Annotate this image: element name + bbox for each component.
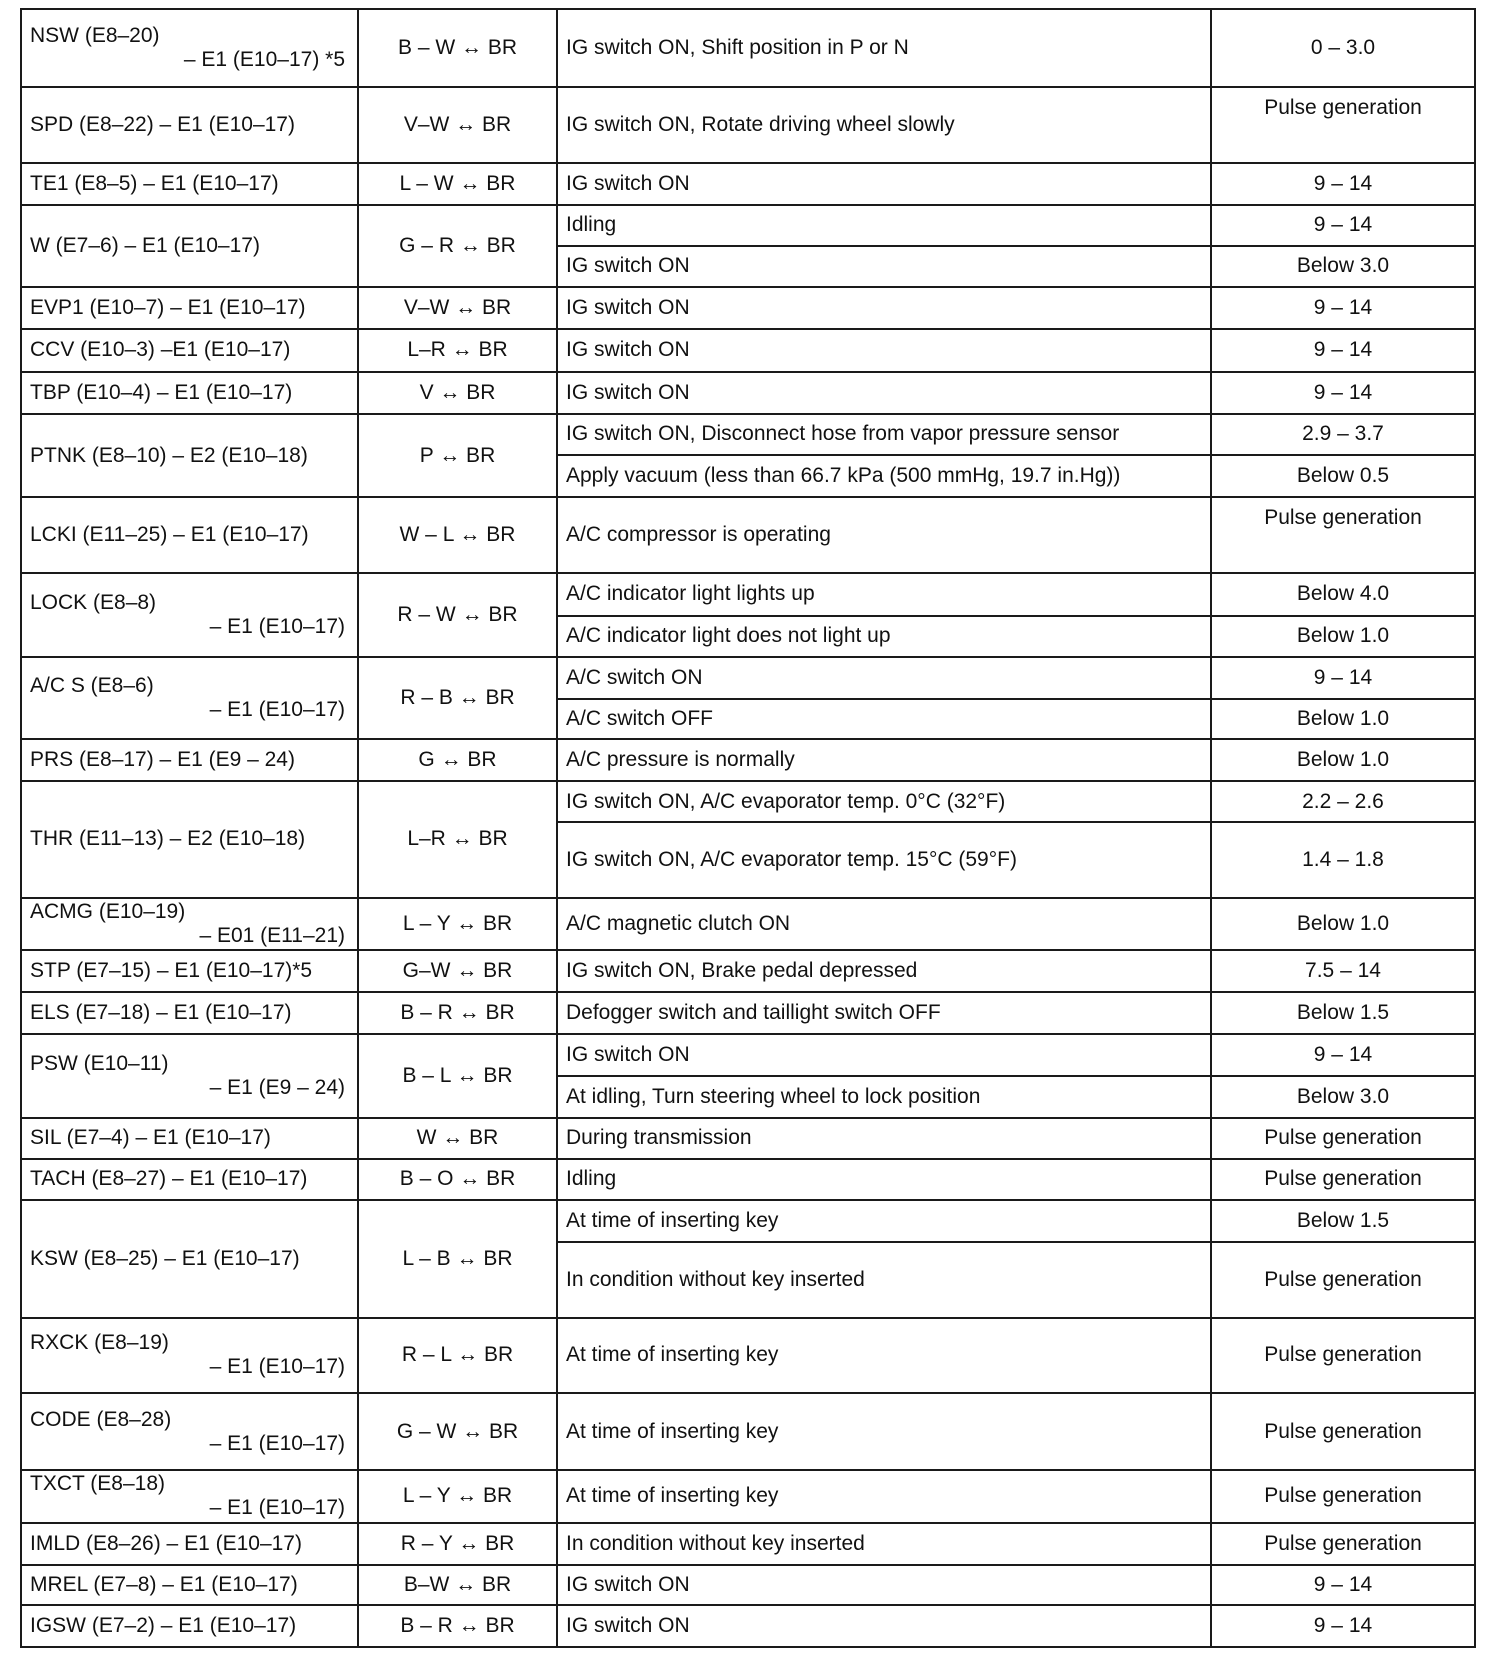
table-row — [21, 372, 1475, 414]
wiring-color-cell: B – R ↔ BR — [358, 992, 557, 1033]
specified-condition-cell: Below 1.5 — [1211, 1200, 1475, 1242]
wiring-color-cell: W – L ↔ BR — [358, 497, 557, 573]
terminal-cell — [21, 1523, 358, 1565]
terminal-cell — [21, 1470, 358, 1523]
wiring-color-cell: W ↔ BR — [358, 1118, 557, 1159]
table-row — [21, 87, 1475, 163]
condition-cell: A/C pressure is normally — [557, 739, 1211, 781]
wiring-color-cell: R – W ↔ BR — [358, 573, 557, 657]
terminal-label: LCKI (E11–25) – E1 (E10–17) — [30, 522, 309, 546]
condition-cell: IG switch ON — [557, 246, 1211, 287]
terminal-label: SPD (E8–22) – E1 (E10–17) — [30, 112, 295, 136]
terminal-label: IMLD (E8–26) – E1 (E10–17) — [30, 1531, 302, 1555]
terminal-cell — [21, 1159, 358, 1200]
condition-cell: IG switch ON — [557, 287, 1211, 329]
table-row — [21, 781, 1475, 822]
wiring-color-cell: B–W ↔ BR — [358, 1565, 557, 1605]
terminal-label: EVP1 (E10–7) – E1 (E10–17) — [30, 295, 306, 319]
wiring-color-cell: R – B ↔ BR — [358, 657, 557, 739]
specified-condition-cell: Pulse generation — [1211, 497, 1475, 573]
condition-cell: At time of inserting key — [557, 1470, 1211, 1523]
condition-cell: IG switch ON — [557, 372, 1211, 414]
terminal-label: THR (E11–13) – E2 (E10–18) — [30, 827, 306, 851]
terminal-label-ground: – E01 (E11–21) — [199, 924, 345, 948]
table-row — [21, 1523, 1475, 1565]
condition-cell: Idling — [557, 1159, 1211, 1200]
terminal-cell — [21, 414, 358, 497]
condition-cell: A/C switch OFF — [557, 699, 1211, 739]
terminal-cell — [21, 9, 358, 87]
wiring-color-cell: V ↔ BR — [358, 372, 557, 414]
specified-condition-cell: Below 3.0 — [1211, 1076, 1475, 1118]
specified-condition-cell: 9 – 14 — [1211, 205, 1475, 246]
wiring-color-cell: G – W ↔ BR — [358, 1393, 557, 1470]
terminal-label: PRS (E8–17) – E1 (E9 – 24) — [30, 748, 295, 772]
condition-cell: IG switch ON, A/C evaporator temp. 0°C (32°F) — [557, 781, 1211, 822]
terminal-label: RXCK (E8–19) — [30, 1331, 169, 1355]
wiring-color-cell: V–W ↔ BR — [358, 87, 557, 163]
condition-cell: IG switch ON, A/C evaporator temp. 15°C (59°F) — [557, 822, 1211, 898]
table-row — [21, 414, 1475, 455]
terminal-cell — [21, 1200, 358, 1318]
specified-condition-cell: 2.9 – 3.7 — [1211, 414, 1475, 455]
specified-condition-cell: Below 1.0 — [1211, 699, 1475, 739]
terminal-voltage-table — [20, 8, 1476, 1648]
specified-condition-cell: 1.4 – 1.8 — [1211, 822, 1475, 898]
condition-cell: A/C indicator light lights up — [557, 573, 1211, 616]
terminal-label-ground: – E1 (E10–17) — [209, 1355, 345, 1379]
specified-condition-cell: 9 – 14 — [1211, 1565, 1475, 1605]
terminal-cell — [21, 205, 358, 287]
table-row — [21, 950, 1475, 992]
condition-cell: IG switch ON — [557, 1034, 1211, 1076]
terminal-cell — [21, 992, 358, 1033]
terminal-label: ACMG (E10–19) — [30, 900, 186, 924]
specified-condition-cell: Pulse generation — [1211, 1470, 1475, 1523]
condition-cell: IG switch ON, Disconnect hose from vapor pressure sensor — [557, 414, 1211, 455]
condition-cell: During transmission — [557, 1118, 1211, 1159]
wiring-color-cell: P ↔ BR — [358, 414, 557, 497]
specified-condition-cell: 0 – 3.0 — [1211, 9, 1475, 87]
terminal-cell — [21, 87, 358, 163]
terminal-label: CODE (E8–28) — [30, 1407, 172, 1431]
terminal-label-ground: – E1 (E10–17) — [209, 697, 345, 721]
table-row — [21, 9, 1475, 87]
table-row — [21, 898, 1475, 951]
specified-condition-cell: Pulse generation — [1211, 1318, 1475, 1394]
terminal-label: SIL (E7–4) – E1 (E10–17) — [30, 1126, 271, 1150]
wiring-color-cell: L–R ↔ BR — [358, 329, 557, 372]
wiring-color-cell: B – R ↔ BR — [358, 1605, 557, 1647]
table-body — [21, 9, 1475, 1647]
specified-condition-cell: 9 – 14 — [1211, 287, 1475, 329]
specified-condition-cell: Below 4.0 — [1211, 573, 1475, 616]
wiring-color-cell: B – O ↔ BR — [358, 1159, 557, 1200]
specified-condition-cell: Below 1.0 — [1211, 898, 1475, 951]
specified-condition-cell: Pulse generation — [1211, 1393, 1475, 1470]
terminal-label-ground: – E1 (E10–17) — [209, 614, 345, 638]
condition-cell: Idling — [557, 205, 1211, 246]
table-row — [21, 1565, 1475, 1605]
wiring-color-cell: R – Y ↔ BR — [358, 1523, 557, 1565]
terminal-cell — [21, 573, 358, 657]
terminal-label: PTNK (E8–10) – E2 (E10–18) — [30, 443, 308, 467]
terminal-label: TACH (E8–27) – E1 (E10–17) — [30, 1167, 308, 1191]
condition-cell: A/C magnetic clutch ON — [557, 898, 1211, 951]
terminal-label: PSW (E10–11) — [30, 1051, 169, 1075]
terminal-cell — [21, 739, 358, 781]
table-row — [21, 1159, 1475, 1200]
wiring-color-cell: B – W ↔ BR — [358, 9, 557, 87]
specified-condition-cell: Below 3.0 — [1211, 246, 1475, 287]
table-row — [21, 1200, 1475, 1242]
wiring-color-cell: L – B ↔ BR — [358, 1200, 557, 1318]
specified-condition-cell: Pulse generation — [1211, 1523, 1475, 1565]
condition-cell: At time of inserting key — [557, 1393, 1211, 1470]
terminal-cell — [21, 497, 358, 573]
specified-condition-cell: Below 0.5 — [1211, 455, 1475, 497]
specified-condition-cell: Below 1.0 — [1211, 739, 1475, 781]
terminal-cell — [21, 163, 358, 205]
table-row — [21, 329, 1475, 372]
specified-condition-cell: Pulse generation — [1211, 1118, 1475, 1159]
table-row — [21, 573, 1475, 616]
wiring-color-cell: G–W ↔ BR — [358, 950, 557, 992]
terminal-label: ELS (E7–18) – E1 (E10–17) — [30, 1000, 292, 1024]
terminal-label: STP (E7–15) – E1 (E10–17)*5 — [30, 959, 313, 983]
terminal-label: KSW (E8–25) – E1 (E10–17) — [30, 1246, 300, 1270]
table-row — [21, 163, 1475, 205]
terminal-label: A/C S (E8–6) — [30, 673, 154, 697]
condition-cell: At idling, Turn steering wheel to lock position — [557, 1076, 1211, 1118]
terminal-cell — [21, 1118, 358, 1159]
condition-cell: A/C compressor is operating — [557, 497, 1211, 573]
terminal-label-ground: – E1 (E10–17) — [209, 1496, 345, 1520]
table-row — [21, 1470, 1475, 1523]
specified-condition-cell: Pulse generation — [1211, 87, 1475, 163]
wiring-color-cell: R – L ↔ BR — [358, 1318, 557, 1394]
terminal-cell — [21, 1034, 358, 1118]
terminal-cell — [21, 1605, 358, 1647]
terminal-cell — [21, 1393, 358, 1470]
condition-cell: A/C switch ON — [557, 657, 1211, 699]
specified-condition-cell: 7.5 – 14 — [1211, 950, 1475, 992]
specified-condition-cell: Below 1.5 — [1211, 992, 1475, 1033]
terminal-cell — [21, 950, 358, 992]
specified-condition-cell: 9 – 14 — [1211, 657, 1475, 699]
wiring-color-cell: B – L ↔ BR — [358, 1034, 557, 1118]
specified-condition-cell: 9 – 14 — [1211, 163, 1475, 205]
wiring-color-cell: G ↔ BR — [358, 739, 557, 781]
table-row — [21, 287, 1475, 329]
table-row — [21, 992, 1475, 1033]
terminal-cell — [21, 329, 358, 372]
wiring-color-cell: L–R ↔ BR — [358, 781, 557, 898]
terminal-label: TE1 (E8–5) – E1 (E10–17) — [30, 171, 279, 195]
specified-condition-cell: 2.2 – 2.6 — [1211, 781, 1475, 822]
terminal-cell — [21, 372, 358, 414]
specified-condition-cell: 9 – 14 — [1211, 1605, 1475, 1647]
terminal-label: CCV (E10–3) –E1 (E10–17) — [30, 338, 291, 362]
table-row — [21, 1034, 1475, 1076]
table-row — [21, 1318, 1475, 1394]
table-row — [21, 657, 1475, 699]
specified-condition-cell: Pulse generation — [1211, 1159, 1475, 1200]
wiring-color-cell: V–W ↔ BR — [358, 287, 557, 329]
specified-condition-cell: 9 – 14 — [1211, 372, 1475, 414]
terminal-label: TXCT (E8–18) — [30, 1472, 165, 1496]
terminal-label-ground: – E1 (E10–17) *5 — [183, 47, 345, 71]
condition-cell: IG switch ON — [557, 1565, 1211, 1605]
table-row — [21, 205, 1475, 246]
condition-cell: At time of inserting key — [557, 1200, 1211, 1242]
terminal-cell — [21, 657, 358, 739]
condition-cell: In condition without key inserted — [557, 1523, 1211, 1565]
condition-cell: At time of inserting key — [557, 1318, 1211, 1394]
terminal-label-ground: – E1 (E10–17) — [209, 1431, 345, 1455]
table-row — [21, 497, 1475, 573]
terminal-cell — [21, 1565, 358, 1605]
condition-cell: Defogger switch and taillight switch OFF — [557, 992, 1211, 1033]
condition-cell: IG switch ON, Shift position in P or N — [557, 9, 1211, 87]
terminal-cell — [21, 898, 358, 951]
terminal-cell — [21, 1318, 358, 1394]
condition-cell: A/C indicator light does not light up — [557, 616, 1211, 657]
specified-condition-cell: Below 1.0 — [1211, 616, 1475, 657]
terminal-label-ground: – E1 (E9 – 24) — [209, 1075, 345, 1099]
wiring-color-cell: L – Y ↔ BR — [358, 898, 557, 951]
condition-cell: IG switch ON, Brake pedal depressed — [557, 950, 1211, 992]
terminal-label: IGSW (E7–2) – E1 (E10–17) — [30, 1613, 297, 1637]
table-row — [21, 1118, 1475, 1159]
condition-cell: IG switch ON, Rotate driving wheel slowly — [557, 87, 1211, 163]
wiring-color-cell: L – W ↔ BR — [358, 163, 557, 205]
terminal-cell — [21, 287, 358, 329]
terminal-label: W (E7–6) – E1 (E10–17) — [30, 233, 260, 257]
condition-cell: IG switch ON — [557, 329, 1211, 372]
table-row — [21, 1393, 1475, 1470]
terminal-cell — [21, 781, 358, 898]
wiring-color-cell: G – R ↔ BR — [358, 205, 557, 287]
condition-cell: Apply vacuum (less than 66.7 kPa (500 mmHg, 19.7 in.Hg)) — [557, 455, 1211, 497]
terminal-label: TBP (E10–4) – E1 (E10–17) — [30, 380, 293, 404]
table-row — [21, 739, 1475, 781]
wiring-color-cell: L – Y ↔ BR — [358, 1470, 557, 1523]
terminal-label: NSW (E8–20) — [30, 23, 160, 47]
specified-condition-cell: 9 – 14 — [1211, 1034, 1475, 1076]
terminal-label: LOCK (E8–8) — [30, 590, 157, 614]
condition-cell: IG switch ON — [557, 1605, 1211, 1647]
table-row — [21, 1605, 1475, 1647]
condition-cell: In condition without key inserted — [557, 1242, 1211, 1318]
condition-cell: IG switch ON — [557, 163, 1211, 205]
specified-condition-cell: 9 – 14 — [1211, 329, 1475, 372]
specified-condition-cell: Pulse generation — [1211, 1242, 1475, 1318]
terminal-label: MREL (E7–8) – E1 (E10–17) — [30, 1572, 298, 1596]
